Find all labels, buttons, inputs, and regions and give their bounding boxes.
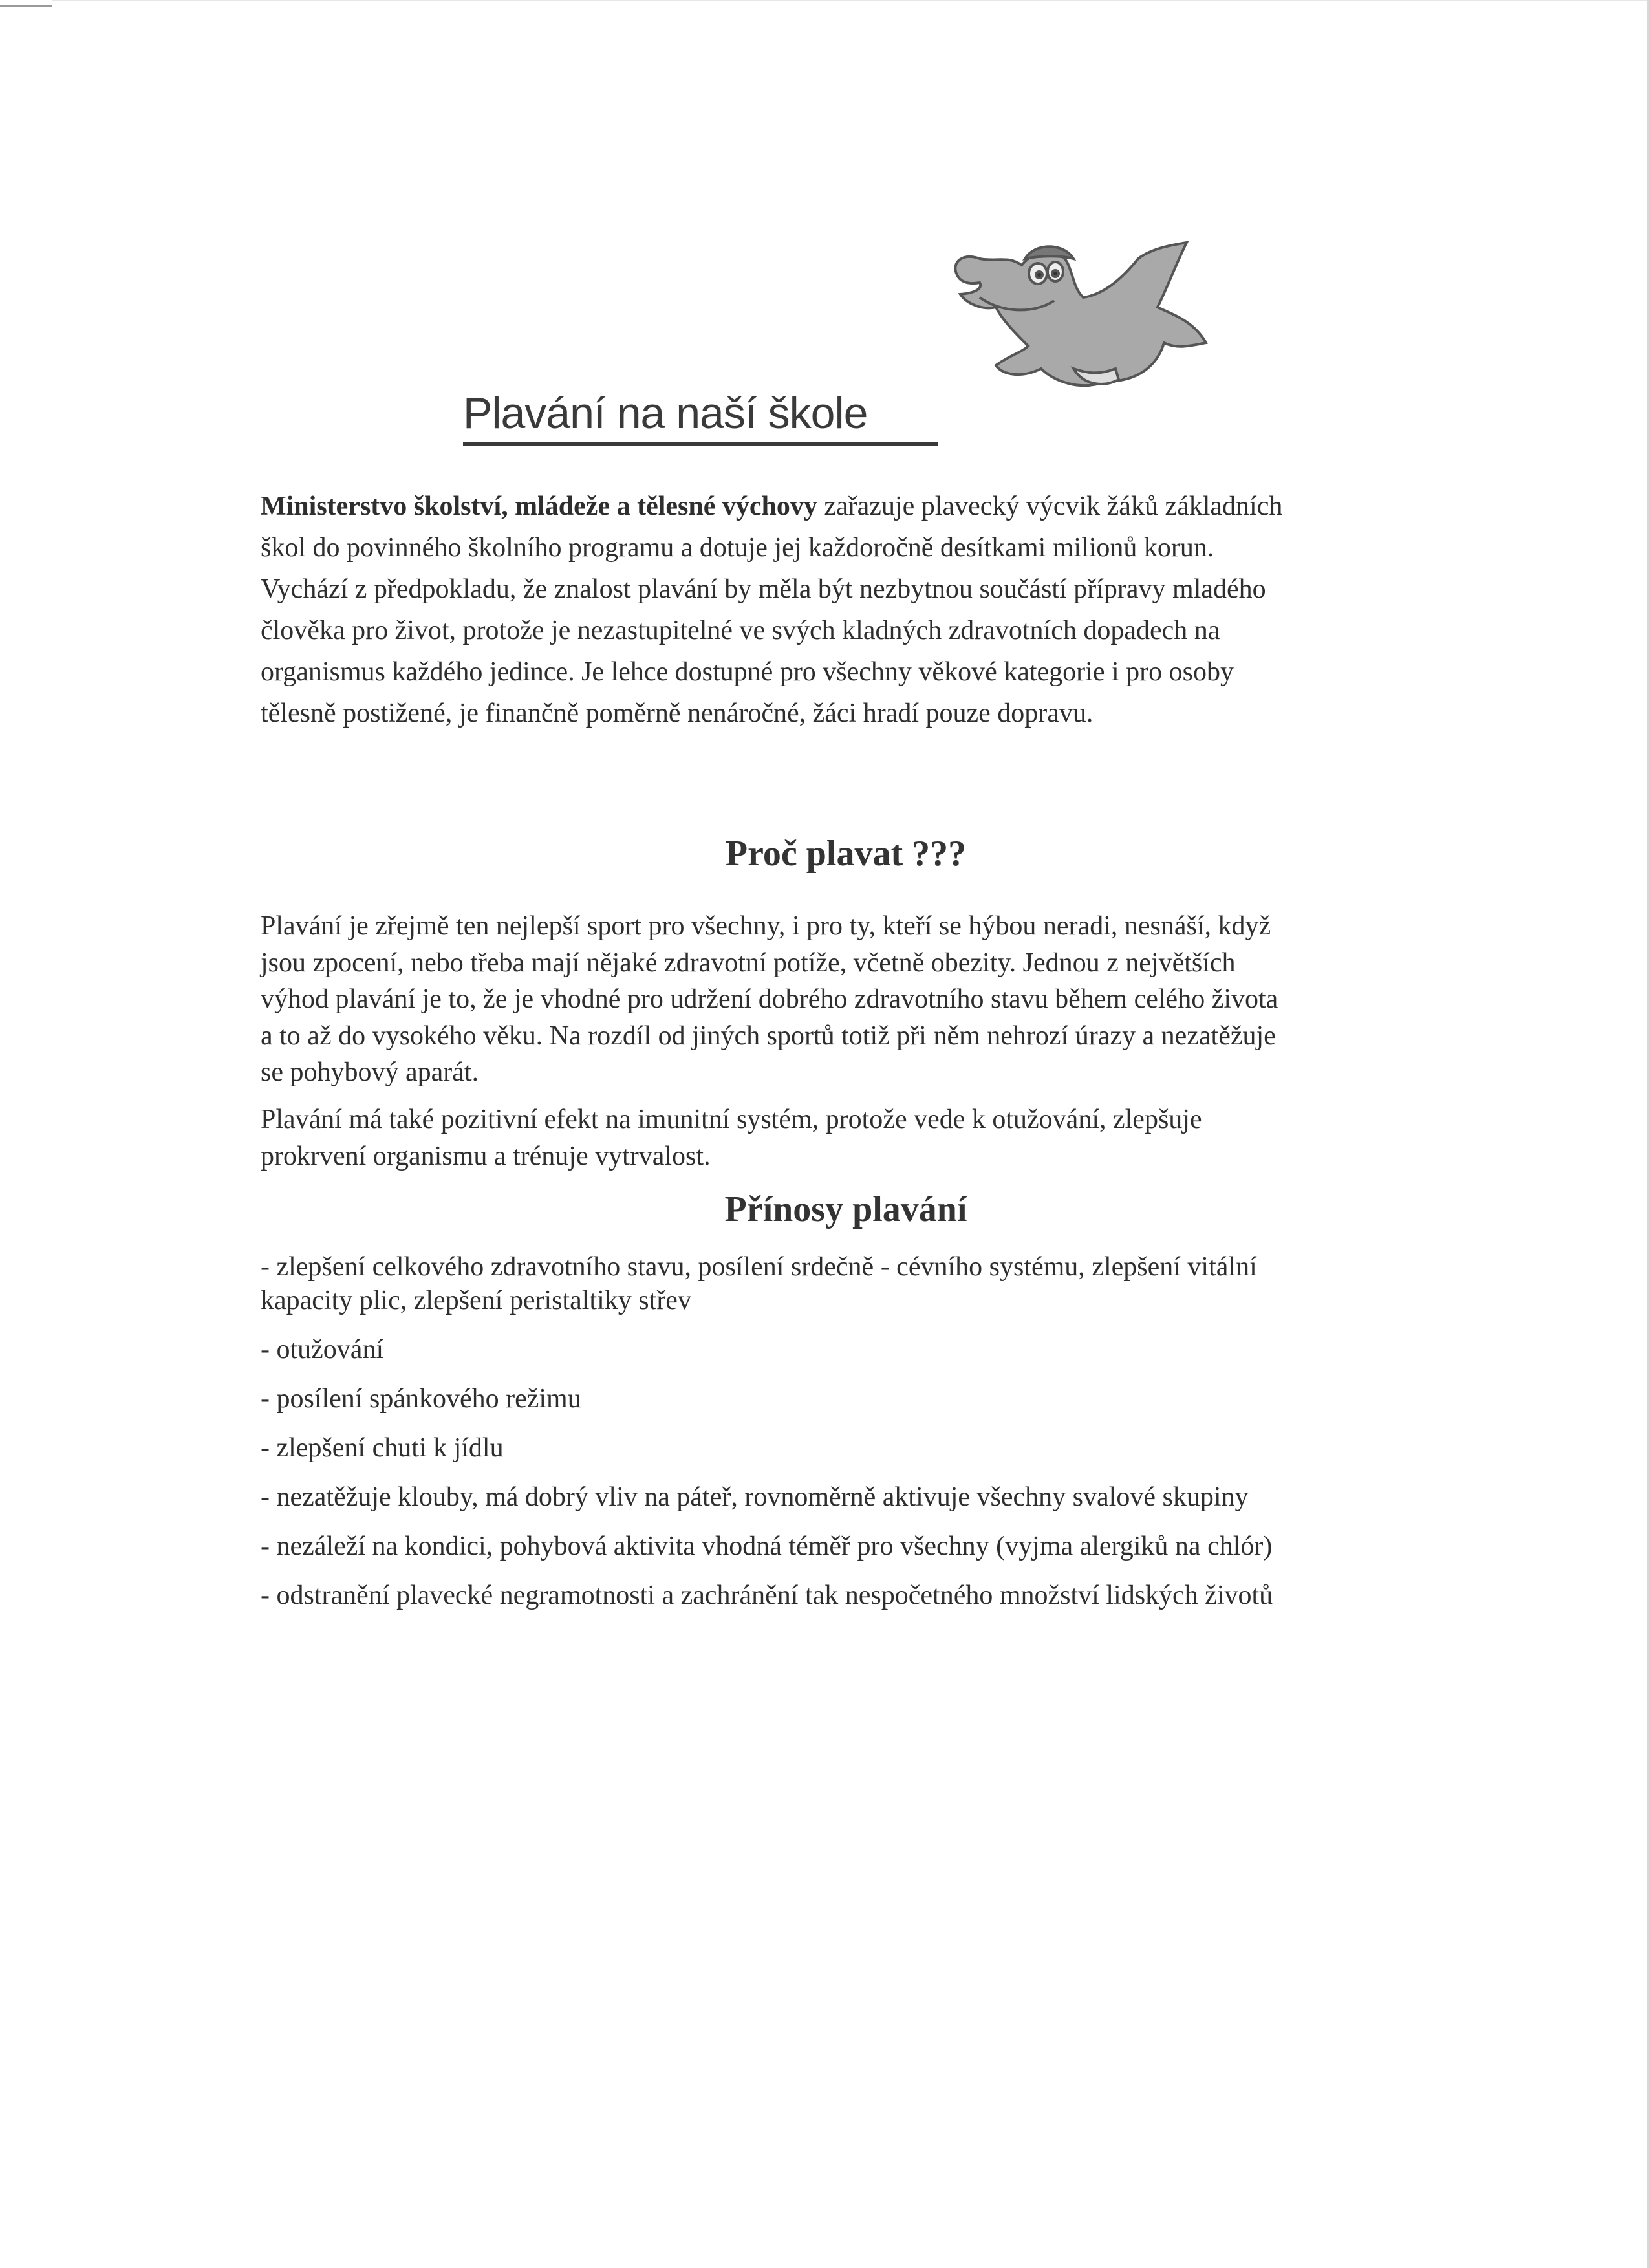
list-item: - nezatěžuje klouby, má dobrý vliv na páteř, rovnoměrně aktivuje všechny svalové skupiny bbox=[261, 1482, 1249, 1512]
list-item: - odstranění plavecké negramotnosti a zachránění tak nespočetného množství lidských životů bbox=[261, 1581, 1273, 1610]
list-item: - otužování bbox=[261, 1335, 384, 1365]
intro-paragraph bbox=[261, 486, 1444, 734]
benefits-list bbox=[261, 1250, 1444, 1628]
list-item: - posílení spánkového režimu bbox=[261, 1384, 581, 1414]
list-item: - zlepšení chuti k jídlu bbox=[261, 1433, 504, 1463]
list-item: - zlepšení celkového zdravotního stavu, posílení srdečně - cévního systému, zlepšení vitální kapacity plic, zlepšení peristaltiky střev bbox=[261, 1252, 1257, 1315]
why-paragraph-2: Plavání má také pozitivní efekt na imunitní systém, protože vede k otužování, zlepšuje prokrvení organismu a trénuje vytrvalost. bbox=[261, 1105, 1202, 1171]
why-paragraph-1: Plavání je zřejmě ten nejlepší sport pro všechny, i pro ty, kteří se hýbou neradi, nesnáší, když jsou zpocení, nebo třeba mají nějaké zdravotní potíže, včetně obezity. Jednou z největších výhod plavání je to, že je vhodné pro udržení dobrého zdravotního stavu během celého života a to až do vysokého věku. Na rozdíl od jiných sportů totiž při něm nehrozí úrazy a nezatěžuje se pohybový aparát. bbox=[261, 911, 1278, 1087]
title-underline bbox=[463, 442, 938, 446]
scan-edge-mark bbox=[0, 5, 52, 7]
intro-text: zařazuje plavecký výcvik žáků základních škol do povinného školního programu a dotuje jej každoročně desítkami milionů korun. Vychází z předpokladu, že znalost plavání by měla být nezbytnou součástí přípravy mladého člověka pro život, protože je nezastupitelné ve svých kladných zdravotních dopadech na organismus každého jedince. Je lehce dostupné pro všechny věkové kategorie i pro osoby tělesně postižené, je finančně poměrně nenáročné, žáci hradí pouze dopravu. bbox=[261, 491, 1283, 728]
benefits-heading: Přínosy plavání bbox=[724, 1189, 967, 1229]
list-item: - nezáleží na kondici, pohybová aktivita vhodná téměř pro všechny (vyjma alergiků na chlór) bbox=[261, 1531, 1273, 1561]
scan-top-edge bbox=[52, 0, 1649, 1]
swimming-crocodile-icon bbox=[944, 236, 1219, 394]
why-swim-heading: Proč plavat ??? bbox=[725, 834, 967, 874]
ministry-name: Ministerstvo školství, mládeže a tělesné výchovy bbox=[261, 491, 817, 521]
page-title: Plavání na naší škole bbox=[463, 389, 868, 438]
